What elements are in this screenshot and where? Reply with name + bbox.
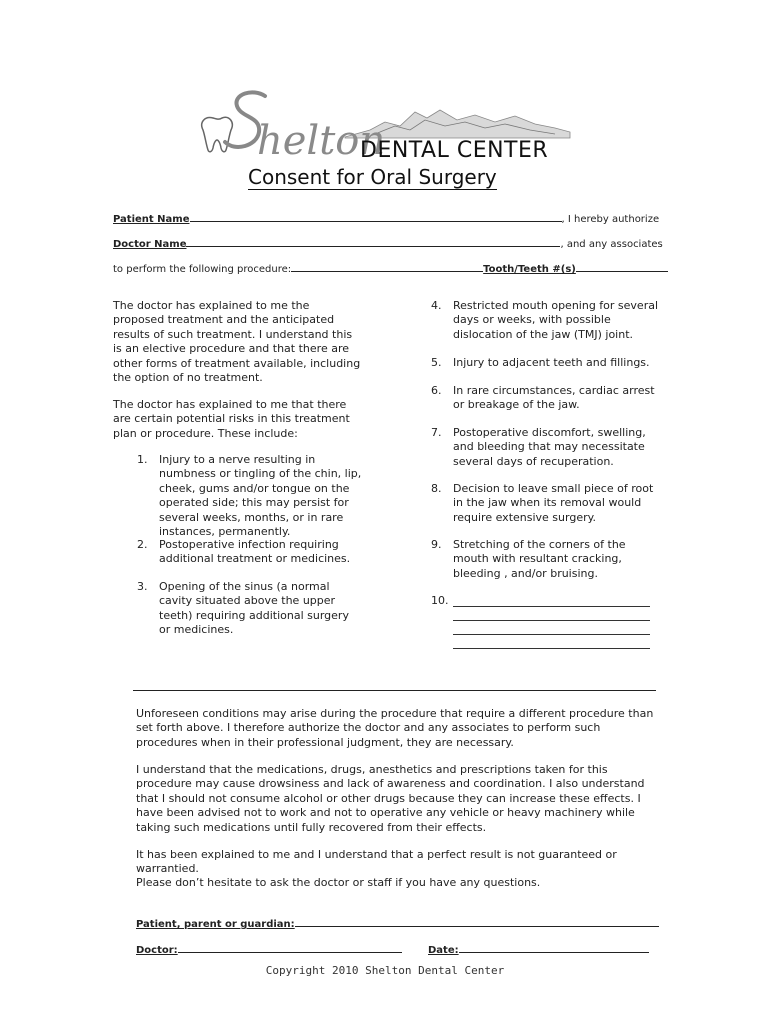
other-risk-line-4[interactable] [453, 648, 650, 649]
other-risk-line-1[interactable] [453, 606, 650, 607]
list-item-number: 2. [137, 538, 148, 551]
list-item-text: Stretching of the corners of the mouth with resultant cracking, bleeding , and/or bruising. [453, 538, 626, 580]
other-risk-line-3[interactable] [453, 634, 650, 635]
procedure-label: to perform the following procedure: [113, 264, 292, 275]
patient-name-suffix: , I hereby authorize [561, 214, 660, 225]
list-item-number: 10. [431, 594, 449, 607]
list-item-number: 1. [137, 453, 148, 466]
tooth-label: Tooth/Teeth #(s) [483, 264, 576, 275]
patient-name-label: Patient Name [113, 214, 190, 225]
patient-name-row [113, 211, 659, 225]
intro-paragraph-1: The doctor has explained to me the proposed treatment and the anticipated results of such treatment. I understand this is an elective procedure and that there are other forms of treatment available, including the option of no treatment. [113, 299, 361, 385]
doctor-name-suffix: , and any associates [560, 239, 663, 250]
list-item-text: Postoperative infection requiring additional treatment or medicines. [159, 538, 351, 566]
list-item-text: In rare circumstances, cardiac arrest or breakage of the jaw. [453, 384, 655, 412]
copyright-notice: Copyright 2010 Shelton Dental Center [265, 964, 505, 977]
doctor-name-label: Doctor Name [113, 239, 187, 250]
list-item-text: Opening of the sinus (a normal cavity situated above the upper teeth) requiring additional surgery or medicines. [159, 580, 349, 637]
list-item-text: Restricted mouth opening for several days or weeks, with possible dislocation of the jaw (TMJ) joint. [453, 299, 659, 341]
questions-paragraph: Please don’t hesitate to ask the doctor or staff if you have any questions. [136, 876, 541, 889]
section-divider [133, 690, 656, 691]
date-label: Date: [428, 945, 459, 956]
procedure-field[interactable] [291, 261, 483, 272]
patient-name-field[interactable] [190, 211, 562, 222]
other-risk-line-2[interactable] [453, 620, 650, 621]
doctor-name-field[interactable] [186, 236, 560, 247]
patient-signature-field[interactable] [295, 916, 659, 927]
procedure-row [113, 261, 668, 275]
date-row [428, 942, 649, 956]
doctor-signature-field[interactable] [178, 942, 402, 953]
list-item-number: 4. [431, 299, 442, 312]
list-item-number: 7. [431, 426, 442, 439]
doctor-signature-row [136, 942, 402, 956]
list-item-number: 3. [137, 580, 148, 593]
intro-paragraph-2: The doctor has explained to me that there are certain potential risks in this treatment plan or procedure. These include: [113, 398, 350, 440]
list-item-text: Injury to adjacent teeth and fillings. [453, 356, 650, 369]
list-item-number: 5. [431, 356, 442, 369]
patient-signature-label: Patient, parent or guardian: [136, 919, 295, 930]
date-field[interactable] [459, 942, 649, 953]
guarantee-paragraph: It has been explained to me and I understand that a perfect result is not guaranteed or warrantied. [136, 848, 617, 876]
patient-signature-row [136, 916, 659, 930]
svg-text:helton: helton [257, 118, 386, 164]
list-item-number: 9. [431, 538, 442, 551]
unforeseen-paragraph: Unforeseen conditions may arise during the procedure that require a different procedure than set forth above. I therefore authorize the doctor and any associates to perform such procedures when in their professional judgment, they are necessary. [136, 707, 654, 749]
doctor-signature-label: Doctor: [136, 945, 178, 956]
form-title: Consent for Oral Surgery [248, 165, 497, 189]
doctor-name-row [113, 236, 663, 250]
logo-dental-center-text: DENTAL CENTER [360, 138, 549, 163]
list-item-number: 8. [431, 482, 442, 495]
list-item-text: Postoperative discomfort, swelling, and bleeding that may necessitate several days of recuperation. [453, 426, 646, 468]
list-item-number: 6. [431, 384, 442, 397]
tooth-field[interactable] [576, 261, 668, 272]
list-item-text: Decision to leave small piece of root in the jaw when its removal would require extensive surgery. [453, 482, 654, 524]
list-item-text: Injury to a nerve resulting in numbness or tingling of the chin, lip, cheek, gums and/or tongue on the operated side; this may persist for several weeks, months, or in rare instances, permanently. [159, 453, 362, 539]
medications-paragraph: I understand that the medications, drugs, anesthetics and prescriptions taken for this procedure may cause drowsiness and lack of awareness and coordination. I also understand that I should not consume alcohol or other drugs because they can increase these effects. I have been advised not to work and not to operative any vehicle or heavy machinery while taking such medications until fully recovered from their effects. [136, 763, 645, 834]
